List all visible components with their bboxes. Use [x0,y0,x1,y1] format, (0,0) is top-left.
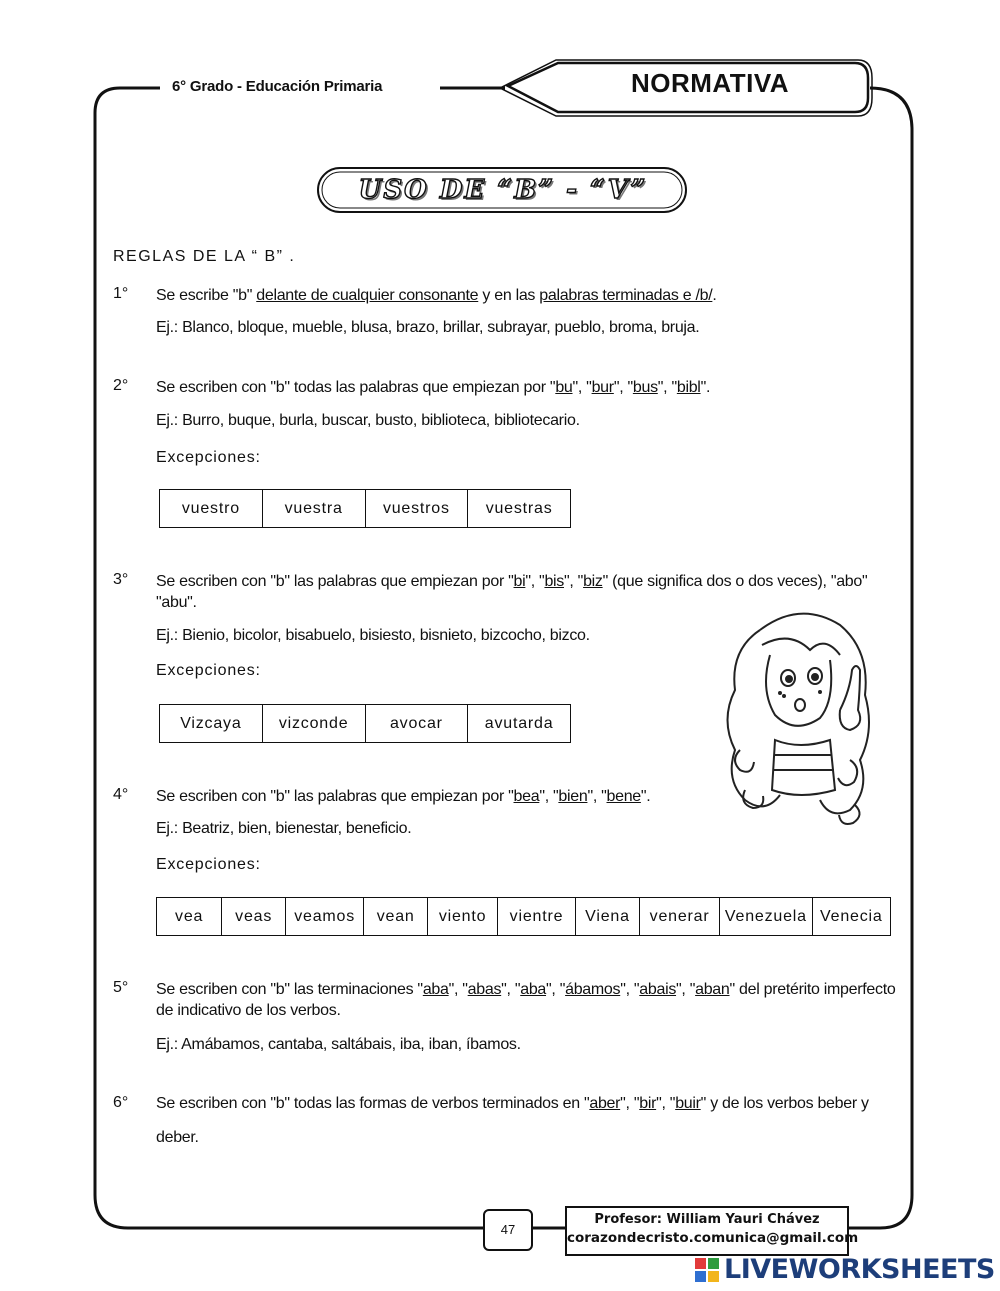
exception-cell: Viena [575,898,639,936]
exceptions-label: Excepciones: [156,856,261,873]
exception-cell: veamos [286,898,364,936]
page-number: 47 [500,1222,516,1237]
rule-text: Se escribe "b" delante de cualquier consonante y en las palabras terminadas e /b/. [156,287,717,304]
rule-text: Se escriben con "b" todas las formas de verbos terminados en "aber", "bir", "buir" y de los verbos beber y deber. [156,1095,869,1146]
rule-number: 2° [113,377,129,394]
watermark: LIVEWORKSHEETS [724,1254,995,1285]
exception-cell: vizconde [262,705,365,743]
exception-cell: vuestro [160,490,263,528]
exception-cell: vuestras [468,490,571,528]
exceptions-table [156,897,891,936]
rule-number: 1° [113,285,129,302]
professor-email: corazondecristo.comunica@gmail.com [567,1230,859,1246]
rule-number: 5° [113,979,129,996]
exception-cell: vientre [498,898,576,936]
page-title: USO DE “B” - “V” [358,175,648,205]
exceptions-label: Excepciones: [156,449,261,466]
rule-example: Ej.: Beatriz, bien, bienestar, beneficio. [156,820,412,837]
rule-example: Ej.: Burro, buque, burla, buscar, busto, biblioteca, bibliotecario. [156,412,580,429]
rule-text: Se escriben con "b" todas las palabras que empiezan por "bu", "bur", "bus", "bibl". [156,379,711,396]
exception-cell: vuestra [262,490,365,528]
exception-cell: Venecia [812,898,890,936]
rule-text: Se escriben con "b" las palabras que empiezan por "bi", "bis", "biz" (que significa dos o dos veces), "abo" "abu". [156,573,868,611]
professor-box [565,1206,859,1256]
exception-cell: Venezuela [720,898,813,936]
banner-title: NORMATIVA [630,68,790,98]
exception-cell: vuestros [365,490,468,528]
rule-example: Ej.: Amábamos, cantaba, saltábais, iba, iban, íbamos. [156,1036,521,1053]
exception-cell: avutarda [468,705,571,743]
exception-cell: viento [428,898,498,936]
rule-number: 3° [113,571,129,588]
exceptions-table [159,704,571,743]
exceptions-table [159,489,571,528]
rule-text: Se escriben con "b" las terminaciones "aba", "abas", "aba", "ábamos", "abais", "aban" del pretérito imperfecto de indicativo de los verbos. [156,981,896,1019]
exceptions-label: Excepciones: [156,662,261,679]
rule-example: Ej.: Bienio, bicolor, bisabuelo, bisiesto, bisnieto, bizcocho, bizco. [156,627,590,644]
exception-cell: vea [157,898,222,936]
exception-cell: vean [364,898,428,936]
rule-text: Se escriben con "b" las palabras que empiezan por "bea", "bien", "bene". [156,788,651,805]
exception-cell: veas [222,898,286,936]
rule-example: Ej.: Blanco, bloque, mueble, blusa, brazo, brillar, subrayar, pueblo, broma, bruja. [156,319,700,336]
rule-number: 4° [113,786,129,803]
professor-name: Profesor: William Yauri Chávez [594,1212,820,1227]
section-heading: REGLAS DE LA “ B” . [113,248,296,265]
exception-cell: Vizcaya [160,705,263,743]
exception-cell: venerar [640,898,720,936]
exception-cell: avocar [365,705,468,743]
grade-label: 6° Grado - Educación Primaria [172,78,383,95]
rule-number: 6° [113,1094,129,1111]
liveworksheets-logo-icon [695,1258,719,1282]
